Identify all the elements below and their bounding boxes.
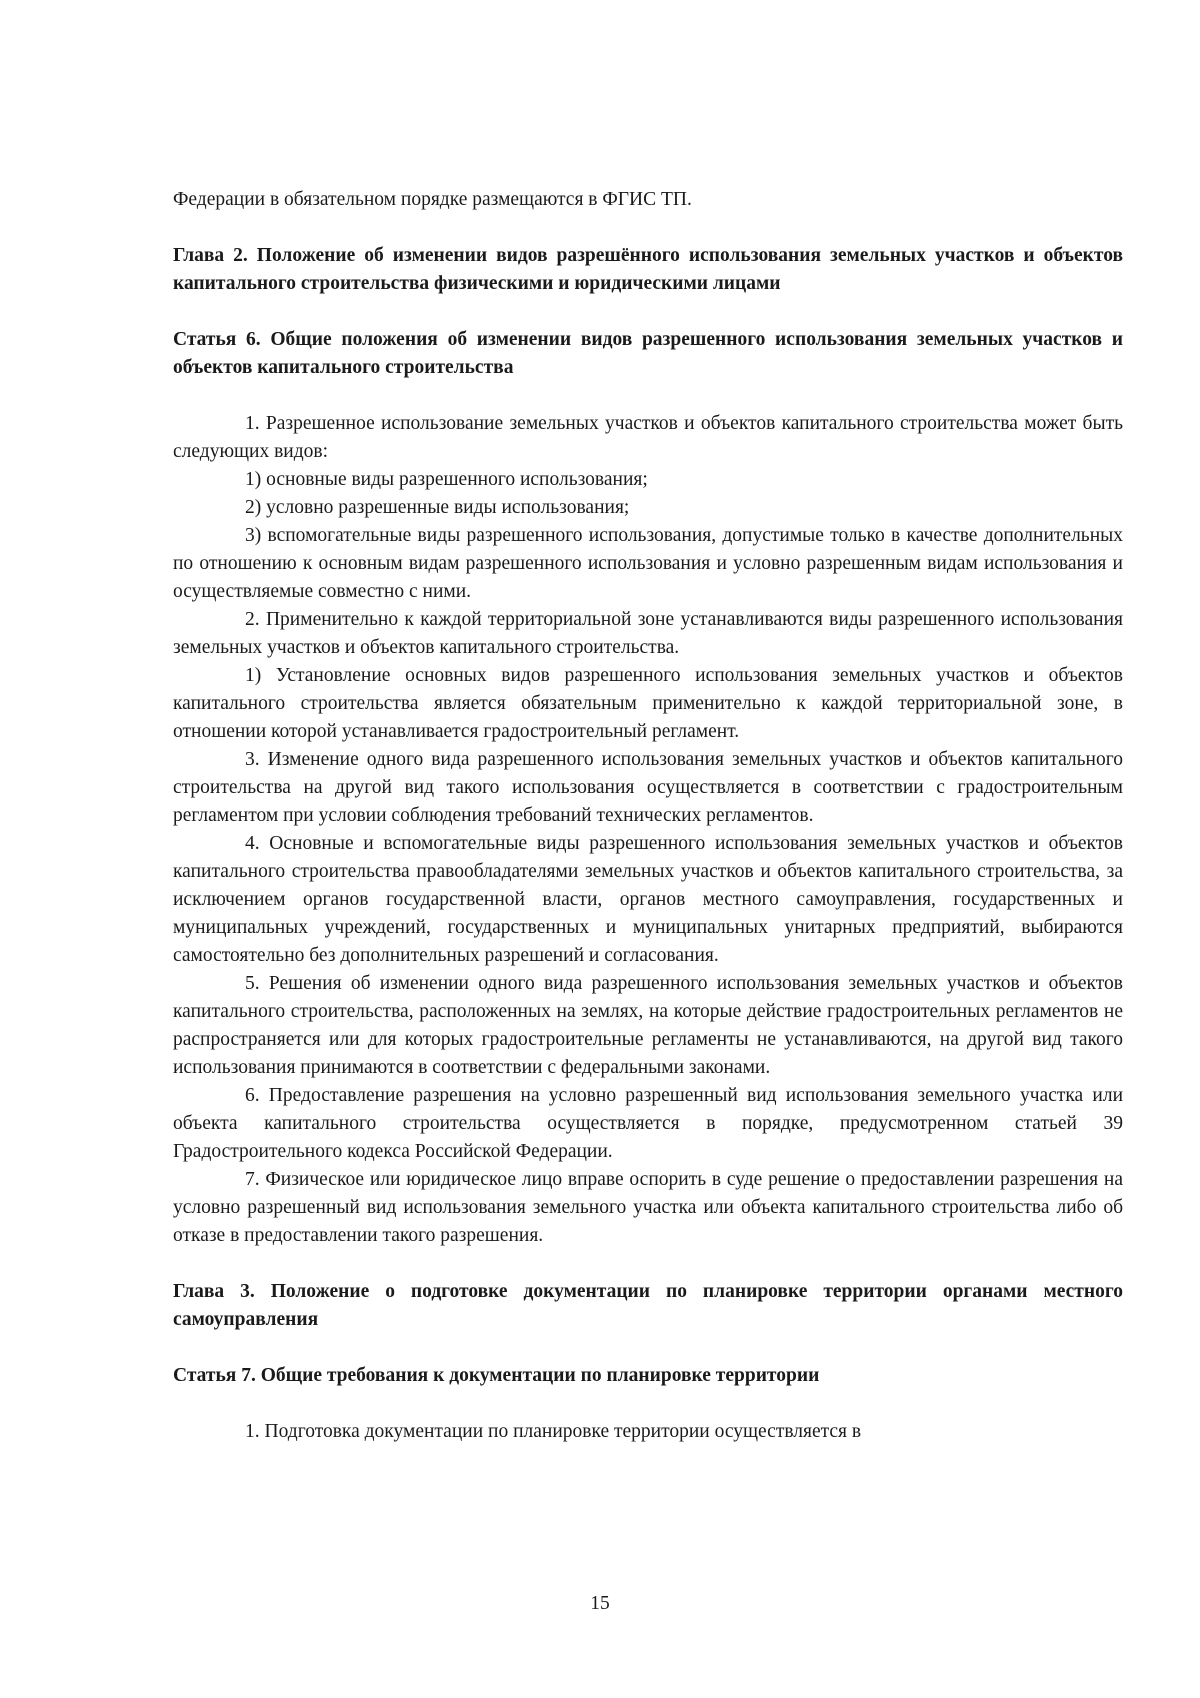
article-6-paragraph-2: 2. Применительно к каждой территориальной зоне устанавливаются виды разрешенного использования земельных участков и объектов капитального строительства. — [173, 609, 1123, 658]
article-7-heading: Статья 7. Общие требования к документации по планировке территории — [173, 1365, 820, 1386]
article-6-list-item-2: 2) условно разрешенные виды использования; — [245, 497, 630, 518]
chapter-2-heading: Глава 2. Положение об изменении видов разрешённого использования земельных участков и объектов капитального строительства физическими и юридическими лицами — [173, 245, 1123, 294]
article-6-paragraph-7: 7. Физическое или юридическое лицо вправе оспорить в суде решение о предоставлении разрешения на условно разрешенный вид использования земельного участка или объекта капитального строительства либо об отказе в предоставлении такого разрешения. — [173, 1169, 1123, 1246]
article-6-list-item-1: 1) основные виды разрешенного использования; — [245, 469, 648, 490]
article-6-paragraph-1: 1. Разрешенное использование земельных участков и объектов капитального строительства может быть следующих видов: — [173, 413, 1123, 462]
document-page — [173, 186, 1123, 1446]
article-6-heading: Статья 6. Общие положения об изменении видов разрешенного использования земельных участков и объектов капитального строительства — [173, 329, 1123, 378]
article-6-paragraph-6: 6. Предоставление разрешения на условно разрешенный вид использования земельного участка или объекта капитального строительства осуществляется в порядке, предусмотренном статьей 39 Градостроительного кодекса Российской Федерации. — [173, 1085, 1123, 1162]
article-7-paragraph-1: 1. Подготовка документации по планировке территории осуществляется в — [245, 1421, 862, 1442]
page-number: 15 — [590, 1593, 610, 1614]
article-6-paragraph-3: 3. Изменение одного вида разрешенного использования земельных участков и объектов капитального строительства на другой вид такого использования осуществляется в соответствии с градостроительным регламентом при условии соблюдения требований технических регламентов. — [173, 749, 1123, 826]
article-6-paragraph-4: 4. Основные и вспомогательные виды разрешенного использования земельных участков и объектов капитального строительства правообладателями земельных участков и объектов капитального строительства, за исключением органов государственной власти, органов местного самоуправления, государственных и муниципальных учреждений, государственных и муниципальных унитарных предприятий, выбираются самостоятельно без дополнительных разрешений и согласования. — [173, 833, 1123, 966]
chapter-3-heading: Глава 3. Положение о подготовке документации по планировке территории органами местного самоуправления — [173, 1281, 1123, 1330]
intro-line: Федерации в обязательном порядке размещаются в ФГИС ТП. — [173, 189, 692, 210]
article-6-body — [173, 410, 1123, 1250]
article-6-paragraph-2-item-1: 1) Установление основных видов разрешенного использования земельных участков и объектов капитального строительства является обязательным применительно к каждой территориальной зоне, в отношении которой устанавливается градостроительный регламент. — [173, 665, 1123, 742]
article-6-paragraph-5: 5. Решения об изменении одного вида разрешенного использования земельных участков и объектов капитального строительства, расположенных на землях, на которые действие градостроительных регламентов не распространяется или для которых градостроительные регламенты не устанавливаются, на другой вид такого использования принимаются в соответствии с федеральными законами. — [173, 973, 1123, 1078]
article-6-list-item-3: 3) вспомогательные виды разрешенного использования, допустимые только в качестве дополнительных по отношению к основным видам разрешенного использования и условно разрешенным видам использования и осуществляемые совместно с ними. — [173, 525, 1123, 602]
